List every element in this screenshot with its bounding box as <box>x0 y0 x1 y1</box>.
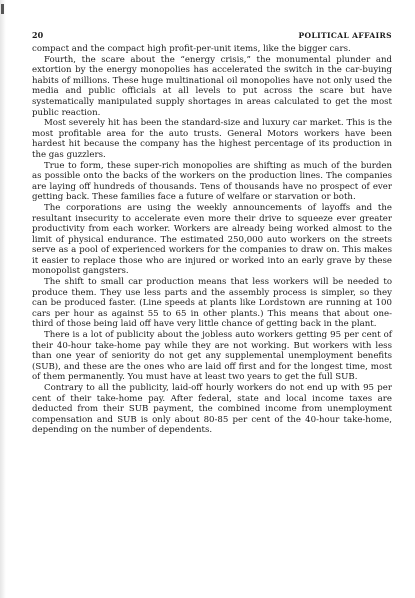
document-page <box>32 30 392 436</box>
paragraph-layoffs-productivity: The corporations are using the weekly announcements of layoffs and the resultant insecurity to accelerate even more their drive to squeeze ever greater productivity from each worker. Workers are already being worked almost to the limit of physical endurance. The estimated 250,000 auto workers on the streets serve as a pool of experienced workers for the companies to draw on. This makes it easier to replace those who are injured or worked into an early grave by these monopolist gangsters. <box>32 202 392 277</box>
paragraph-burden-on-workers: True to form, these super-rich monopolies are shifting as much of the burden as possible onto the backs of the workers on the production lines. The companies are laying off hundreds of thousands. Tens of thousands have no prospect of ever getting back. These families face a future of welfare or starvation or both. <box>32 160 392 203</box>
paragraph-small-car-shift: The shift to small car production means that less workers will be needed to produce them. They use less parts and the assembly process is simpler, so they can be produced faster. (Line speeds at plants like Lordstown are running at 100 cars per hour as against 55 to 65 in other plants.) This means that about one-third of those being laid off have very little chance of getting back in the plant. <box>32 277 392 330</box>
paragraph-sub-benefits: There is a lot of publicity about the jobless auto workers getting 95 per cent of their 40-hour take-home pay while they are not working. But workers with less than one year of seniority do not get any supplemental unemployment benefits (SUB), and these are the ones who are laid off first and for the longest time, most of them permanently. You must have at least two years to get the full SUB. <box>32 330 392 383</box>
running-head <box>32 30 392 44</box>
article-body <box>32 44 392 436</box>
paragraph-continued: compact and the compact high profit-per-unit items, like the bigger cars. <box>32 44 351 54</box>
scan-mark <box>1 4 4 14</box>
scan-edge <box>0 0 6 598</box>
journal-title: POLITICAL AFFAIRS <box>298 31 392 40</box>
page-number: 20 <box>32 30 44 40</box>
paragraph-energy-crisis: Fourth, the scare about the “energy crisis,” the monumental plunder and extortion by the energy monopolies has accelerated the switch in the car-buying habits of millions. These huge multinational oil monopolies have not only used the media and public officials at all levels to put across the scare but have systematically manipulated supply shortages in areas calculated to get the most public reaction. <box>32 54 392 118</box>
paragraph-luxury-market: Most severely hit has been the standard-size and luxury car market. This is the most profitable area for the auto trusts. General Motors workers have been hardest hit because the company has the highest percentage of its production in the gas guzzlers. <box>32 118 392 160</box>
paragraph-take-home-pay: Contrary to all the publicity, laid-off hourly workers do not end up with 95 per cent of their take-home pay. After federal, state and local income taxes are deducted from their SUB payment, the combined income from unemployment compensation and SUB is only about 80-85 per cent of the 40-hour take-home, depending on the number of dependents. <box>32 383 392 436</box>
